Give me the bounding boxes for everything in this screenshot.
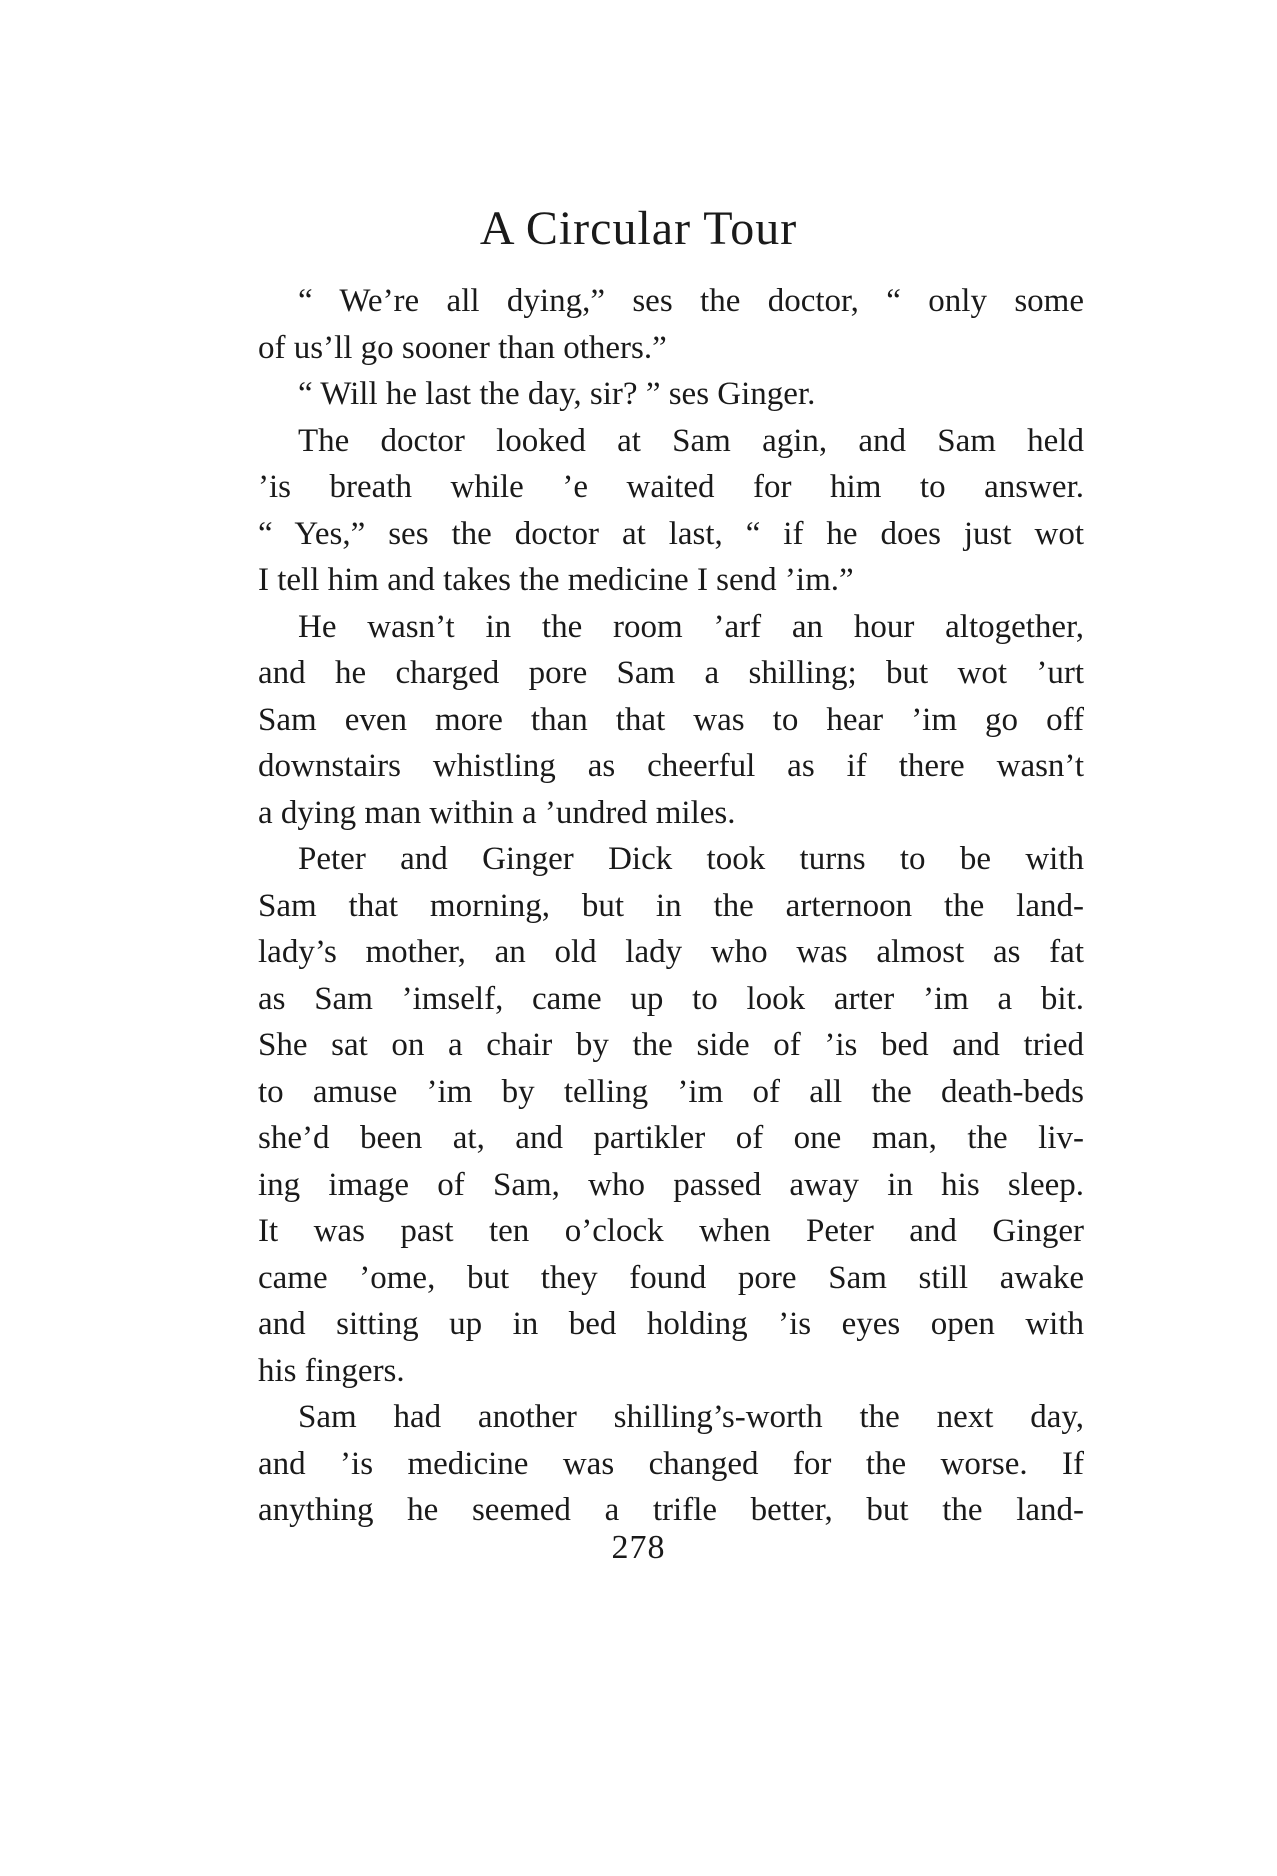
text-line: a dying man within a ’undred miles. <box>258 794 736 831</box>
text-line: downstairs whistling as cheerful as if there wasn’t <box>258 748 1084 784</box>
text-line: Sam even more than that was to hear ’im go off <box>258 701 1084 738</box>
text-line: She sat on a chair by the side of ’is bed and tried <box>258 1027 1084 1063</box>
text-line: anything he seemed a trifle better, but the land- <box>258 1492 1084 1528</box>
text-line: I tell him and takes the medicine I send ’im.” <box>258 562 854 598</box>
text-line: “ Will he last the day, sir? ” ses Ginger. <box>298 376 816 412</box>
text-line: ing image of Sam, who passed away in his sleep. <box>258 1166 1084 1203</box>
text-line: The doctor looked at Sam agin, and Sam held <box>298 422 1084 459</box>
text-line: and ’is medicine was changed for the worse. If <box>258 1445 1084 1482</box>
text-line: came ’ome, but they found pore Sam still awake <box>258 1259 1084 1296</box>
text-line: Sam that morning, but in the arternoon the land- <box>258 887 1084 924</box>
text-line: of us’ll go sooner than others.” <box>258 329 667 366</box>
text-line: He wasn’t in the room ’arf an hour altogether, <box>298 608 1084 645</box>
text-line: his fingers. <box>258 1352 405 1389</box>
text-line: she’d been at, and partikler of one man, the liv- <box>258 1120 1084 1156</box>
page-number: 278 <box>611 1529 666 1566</box>
running-head: A Circular Tour <box>479 202 798 255</box>
text-line: Peter and Ginger Dick took turns to be with <box>298 841 1084 877</box>
text-line: “ We’re all dying,” ses the doctor, “ only some <box>298 283 1084 319</box>
text-line: ’is breath while ’e waited for him to answer. <box>258 469 1084 505</box>
text-line: “ Yes,” ses the doctor at last, “ if he does just wot <box>258 515 1084 552</box>
text-line: as Sam ’imself, came up to look arter ’im a bit. <box>258 980 1084 1017</box>
body-text <box>258 278 1084 1534</box>
text-line: lady’s mother, an old lady who was almost as fat <box>258 934 1084 970</box>
text-line: Sam had another shilling’s-worth the next day, <box>298 1399 1084 1435</box>
text-line: and he charged pore Sam a shilling; but wot ’urt <box>258 655 1084 691</box>
text-line: to amuse ’im by telling ’im of all the death-beds <box>258 1073 1084 1110</box>
text-line: and sitting up in bed holding ’is eyes open with <box>258 1306 1084 1342</box>
text-line: It was past ten o’clock when Peter and Ginger <box>258 1213 1084 1249</box>
